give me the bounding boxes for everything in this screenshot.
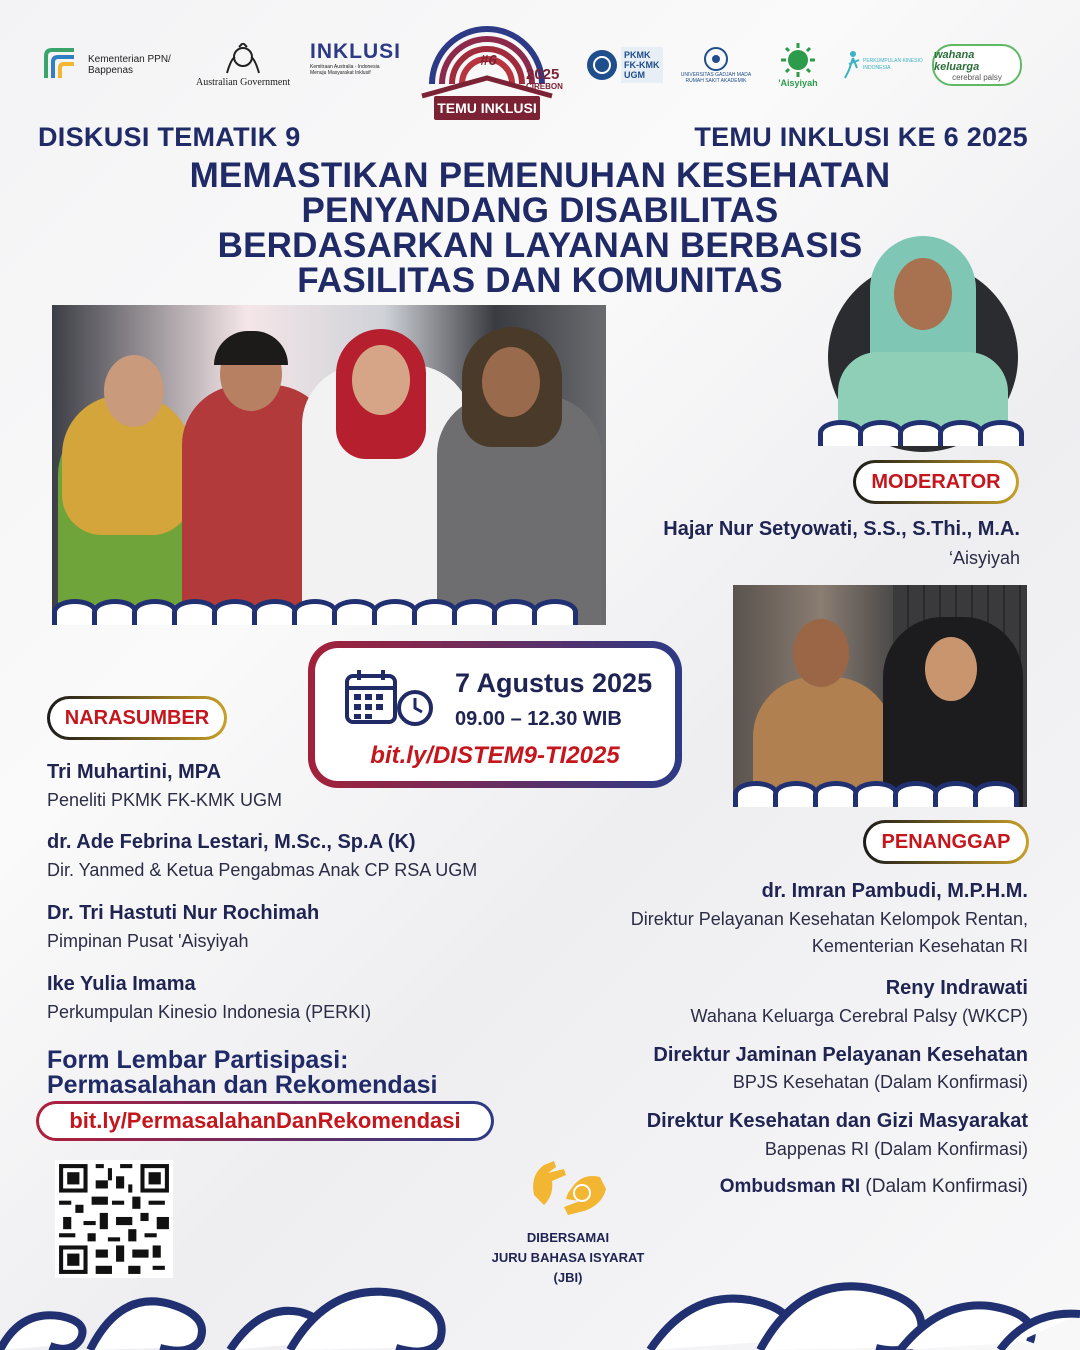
temu-title: TEMU INKLUSI [434, 96, 540, 120]
temu-city: CIREBON [526, 82, 563, 91]
respondent-role: BPJS Kesehatan (Dalam Konfirmasi) [732, 1072, 1028, 1092]
australia-logo [196, 40, 290, 90]
event-time: 09.00 – 12.30 WIB [455, 708, 622, 730]
ugm-hospital-logo [675, 40, 757, 90]
speaker-face [482, 347, 540, 417]
respondent-name: Reny Indrawati [885, 977, 1028, 999]
ugm-hospital-icon [703, 46, 729, 72]
pkmk-logo [585, 40, 663, 90]
bappenas-text: Kementerian PPN/ Bappenas [88, 54, 171, 76]
speaker-name: Ike Yulia Imama [47, 973, 196, 995]
form-title [47, 1048, 437, 1098]
kinesio-logo [843, 40, 931, 90]
speaker-role: Dir. Yanmed & Ketua Pengabmas Anak CP RSA UGM [47, 860, 478, 880]
speaker-face [104, 355, 164, 427]
kinesio-text: PERKUMPULAN KINESIO INDONESIA [863, 58, 923, 71]
main-title [140, 158, 940, 298]
speaker-name: Tri Muhartini, MPA [47, 761, 222, 783]
respondent-name: Direktur Jaminan Pelayanan Kesehatan [653, 1044, 1028, 1066]
moderator-photo [828, 232, 1018, 447]
aisyiyah-sun-icon [778, 42, 818, 78]
speaker-role: Perkumpulan Kinesio Indonesia (PERKI) [47, 1002, 372, 1022]
respondent-name: Direktur Kesehatan dan Gizi Masyarakat [646, 1110, 1028, 1132]
jbi-line: (JBI) [553, 1270, 583, 1285]
bappenas-icon [44, 48, 82, 82]
inklusi-text: INKLUSI [310, 40, 401, 63]
moderator-face [894, 258, 952, 330]
ugm-seal-icon [585, 48, 619, 82]
moderator-org: ‘Aisyiyah [948, 548, 1020, 568]
speaker-role: Peneliti PKMK FK-KMK UGM [47, 790, 283, 810]
wahana-sub: cerebral palsy [952, 72, 1002, 82]
penanggap-photo [733, 585, 1027, 807]
title-line: MEMASTIKAN PEMENUHAN KESEHATAN [189, 156, 891, 195]
bottom-batik-waves [0, 1270, 1080, 1350]
australia-crest-icon [221, 43, 265, 77]
respondent-role: (Dalam Konfirmasi) [865, 1176, 1028, 1197]
speaker-name: Dr. Tri Hastuti Nur Rochimah [47, 902, 320, 924]
penanggap-face [925, 637, 977, 701]
event-date: 7 Agustus 2025 [455, 668, 653, 698]
event-series: DISKUSI TEMATIK 9 [38, 122, 301, 152]
penanggap-face [793, 619, 849, 687]
ugm-hospital-text: UNIVERSITAS GADJAH MADA RUMAH SAKIT AKADEMIK [680, 72, 752, 84]
title-line: FASILITAS DAN KOMUNITAS [297, 261, 783, 300]
batik-wave-strip [733, 781, 1013, 807]
event-date-box [308, 641, 682, 788]
batik-wave-strip [818, 420, 1018, 446]
pkmk-text: PKMK FK-KMK UGM [621, 47, 663, 83]
bappenas-logo [44, 40, 178, 90]
inklusi-logo [310, 40, 401, 90]
moderator-name: Hajar Nur Setyowati, S.S., S.Thi., M.A. [663, 518, 1020, 540]
narasumber-label: NARASUMBER [47, 696, 227, 740]
speaker-name: dr. Ade Febrina Lestari, M.Sc., Sp.A (K) [47, 831, 416, 853]
title-line: BERDASARKAN LAYANAN BERBASIS [217, 226, 863, 265]
respondent-role: Kementerian Kesehatan RI [811, 936, 1028, 956]
narasumber-photo [52, 305, 606, 625]
respondent-role: Wahana Keluarga Cerebral Palsy (WKCP) [690, 1006, 1028, 1026]
qr-code[interactable] [55, 1160, 173, 1278]
calendar-clock-icon [345, 668, 435, 728]
respondent-role: Bappenas RI (Dalam Konfirmasi) [764, 1139, 1028, 1159]
speaker-role: Pimpinan Pusat 'Aisyiyah [47, 931, 249, 951]
temu-year: 2025 [526, 66, 560, 83]
respondent-name: dr. Imran Pambudi, M.P.H.M. [761, 880, 1028, 902]
moderator-label: MODERATOR [853, 460, 1019, 504]
jbi-line: DIBERSAMAI [526, 1230, 610, 1245]
temu-inklusi-logo [402, 14, 572, 124]
aisyiyah-logo [778, 40, 818, 90]
respondent-name: Ombudsman RI [719, 1176, 861, 1197]
form-title-line: Form Lembar Partisipasi: [47, 1046, 349, 1074]
qr-code-icon [55, 1160, 173, 1278]
form-link[interactable]: bit.ly/PermasalahanDanRekomendasi [36, 1101, 494, 1141]
form-title-line: Permasalahan dan Rekomendasi [47, 1071, 438, 1099]
temu-number: #6 [480, 52, 497, 69]
speaker-face [352, 345, 410, 415]
inklusi-sub: Kemitraan Australia - Indonesia Menuju Masyarakat Inklusif [310, 64, 380, 76]
title-line: PENYANDANG DISABILITAS [301, 191, 779, 230]
kinesio-figure-icon [843, 50, 861, 80]
sign-language-hands-icon [524, 1155, 614, 1225]
event-edition: TEMU INKLUSI KE 6 2025 [694, 122, 1028, 152]
penanggap-label: PENANGGAP [863, 820, 1029, 864]
respondent-entry [720, 1176, 1028, 1198]
wahana-text: wahana keluarga [934, 48, 980, 73]
australia-text: Australian Government [196, 76, 291, 88]
batik-wave-strip [52, 599, 572, 625]
event-registration-link[interactable]: bit.ly/DISTEM9-TI2025 [370, 742, 620, 769]
aisyiyah-text: 'Aisyiyah [778, 78, 818, 88]
speaker-hair [214, 331, 288, 365]
jbi-line: JURU BAHASA ISYARAT [491, 1250, 645, 1265]
respondent-role: Direktur Pelayanan Kesehatan Kelompok Rentan, [630, 909, 1028, 929]
wahana-logo [932, 44, 1022, 86]
